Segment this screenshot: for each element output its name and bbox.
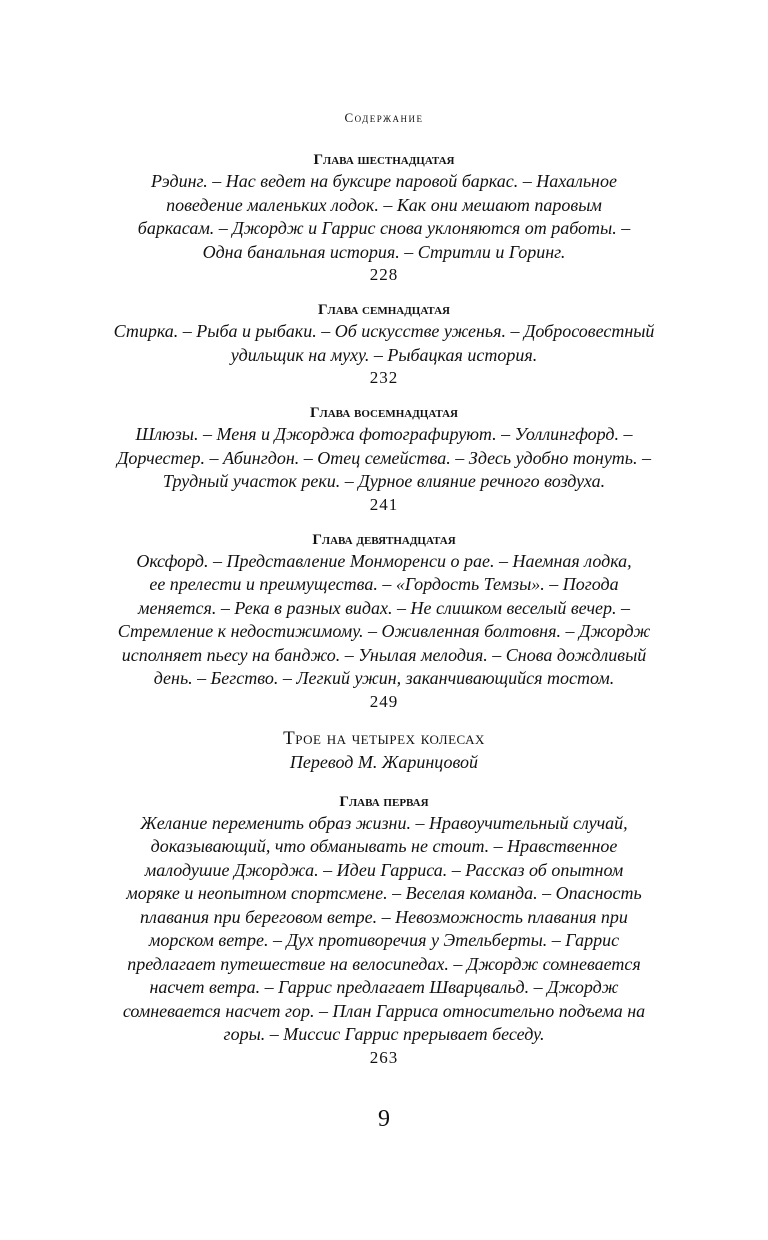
toc-entry-chapter-1 [74, 792, 694, 1069]
synopsis-line: Одна банальная история. – Стритли и Горинг. [202, 241, 566, 262]
translator-credit: Перевод М. Жаринцовой [289, 751, 479, 772]
synopsis-line: морском ветре. – Дух противоречия у Этельберты. – Гаррис [148, 930, 620, 950]
chapter-title: Глава первая [339, 793, 429, 810]
chapter-title: Глава семнадцатая [318, 302, 450, 318]
chapter-title: Глава восемнадцатая [310, 405, 458, 421]
page-number: 232 [369, 368, 399, 387]
page-number: 263 [369, 1047, 399, 1067]
chapter-synopsis [74, 423, 694, 494]
synopsis-line: моряке и неопытном спортсмене. – Веселая команда. – Опасность [126, 883, 642, 903]
synopsis-line: плавания при береговом ветре. – Невозможность плавания при [140, 906, 628, 927]
synopsis-line: удильщик на муху. – Рыбацкая история. [230, 344, 538, 365]
synopsis-line: доказывающий, что обманывать не стоит. – Нравственное [150, 836, 618, 856]
table-of-contents [74, 150, 694, 1083]
synopsis-line: Стирка. – Рыба и рыбаки. – Об искусстве уженья. – Добросовестный [113, 321, 655, 341]
synopsis-line: Рэдинг. – Нас ведет на буксире паровой баркас. – Нахальное [151, 171, 617, 191]
chapter-synopsis [74, 550, 694, 691]
chapter-synopsis [74, 812, 694, 1047]
page-number: 241 [369, 494, 399, 514]
folio-page-number: 9 [378, 1106, 390, 1132]
synopsis-line: меняется. – Река в разных видах. – Не слишком веселый вечер. – [137, 597, 631, 618]
synopsis-line: Шлюзы. – Меня и Джорджа фотографируют. – Уоллингфорд. – [135, 424, 633, 444]
synopsis-line: Оксфорд. – Представление Монморенси о рае. – Наемная лодка, [136, 550, 632, 571]
chapter-synopsis [74, 170, 694, 264]
toc-entry-chapter-16 [74, 150, 694, 286]
toc-entry-chapter-19 [74, 530, 694, 713]
synopsis-line: исполняет пьесу на банджо. – Унылая мелодия. – Снова дождливый [121, 644, 647, 665]
synopsis-line: малодушие Джорджа. – Идеи Гарриса. – Рассказ об опытном [144, 859, 624, 880]
chapter-synopsis [74, 320, 694, 367]
synopsis-line: Дорчестер. – Абингдон. – Отец семейства. – Здесь удобно тонуть. – [116, 447, 652, 468]
synopsis-line: Желание переменить образ жизни. – Нравоучительный случай, [140, 812, 628, 833]
synopsis-line: насчет ветра. – Гаррис предлагает Шварцвальд. – Джордж [149, 977, 619, 997]
synopsis-line: горы. – Миссис Гаррис прерывает беседу. [223, 1024, 545, 1044]
toc-entry-chapter-18 [74, 403, 694, 516]
synopsis-line: Трудный участок реки. – Дурное влияние речного воздуха. [162, 471, 606, 491]
toc-entry-chapter-17 [74, 300, 694, 389]
page-number: 228 [369, 265, 399, 284]
synopsis-line: сомневается насчет гор. – План Гарриса относительно подъема на [122, 1000, 646, 1021]
synopsis-line: ее прелести и преимущества. – «Гордость Темзы». – Погода [149, 574, 619, 594]
running-head: Содержание [344, 110, 424, 125]
chapter-title: Глава шестнадцатая [313, 152, 455, 168]
synopsis-line: баркасам. – Джордж и Гаррис снова уклоняются от работы. – [137, 218, 631, 238]
synopsis-line: предлагает путешествие на велосипедах. – Джордж сомневается [127, 953, 641, 974]
chapter-title: Глава девятнадцатая [312, 531, 456, 548]
synopsis-line: Стремление к недостижимому. – Оживленная болтовня. – Джордж [117, 621, 651, 641]
synopsis-line: день. – Бегство. – Легкий ужин, заканчивающийся тостом. [153, 668, 615, 688]
book-title: Трое на четырех колесах [283, 727, 485, 749]
synopsis-line: поведение маленьких лодок. – Как они мешают паровым [166, 194, 602, 215]
page-number: 249 [369, 691, 399, 711]
